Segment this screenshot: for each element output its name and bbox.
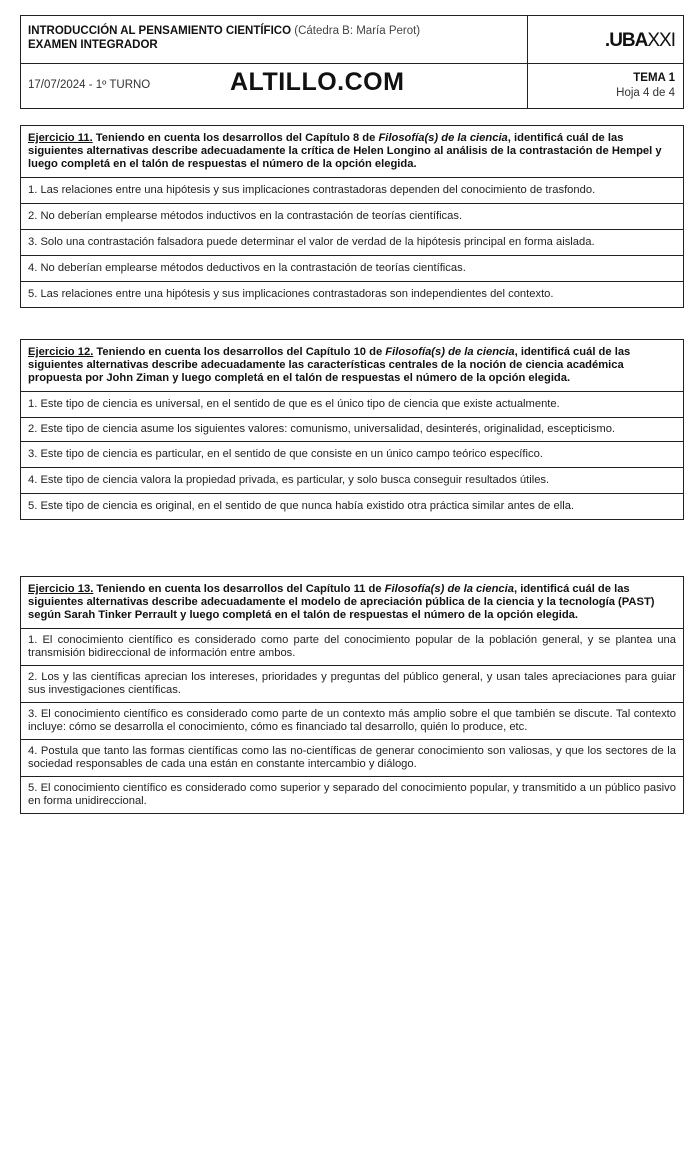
exercise-number: Ejercicio 11. <box>28 132 93 144</box>
option-item: 3. Solo una contrastación falsadora puede determinar el valor de verdad de la hipótesis principal en forma aislada. <box>21 230 683 256</box>
exercise-prompt <box>21 126 683 178</box>
logo-main: .UBA <box>604 30 648 51</box>
book-title: Filosofía(s) de la ciencia <box>378 132 508 144</box>
option-item: 2. Este tipo de ciencia asume los siguientes valores: comunismo, universalidad, desinterés, originalidad, escepticismo. <box>21 418 683 442</box>
option-item: 1. Las relaciones entre una hipótesis y sus implicaciones contrastadoras dependen del conocimiento de trasfondo. <box>21 178 683 204</box>
exercise-13 <box>20 576 684 814</box>
option-item: 2. Los y las científicas aprecian los intereses, prioridades y preguntas del público general, y usan tales apreciaciones para guiar sus investigaciones científicas. <box>21 666 683 703</box>
exercise-number: Ejercicio 12. <box>28 346 94 358</box>
exam-date: 17/07/2024 - 1º TURNO <box>28 79 151 91</box>
option-item: 2. No deberían emplearse métodos inductivos en la contrastación de teorías científicas. <box>21 204 683 230</box>
exercise-11 <box>20 125 684 308</box>
course-chair: (Cátedra B: María Perot) <box>294 25 421 37</box>
prompt-text-b: , identificá cuál de las siguientes alternativas describe adecuadamente el modelo de apreciación pública de la ciencia y la tecnología (PAST) según Sarah Tinker Perrault y luego completá en el talón de respuestas el número de la opción elegida. <box>28 583 655 621</box>
option-item: 4. No deberían emplearse métodos deductivos en la contrastación de teorías científicas. <box>21 256 683 282</box>
option-item: 3. Este tipo de ciencia es particular, en el sentido de que consiste en un único campo teórico específico. <box>21 442 683 468</box>
book-title: Filosofía(s) de la ciencia <box>385 346 515 358</box>
course-info <box>28 24 420 52</box>
tema-info <box>616 71 675 101</box>
option-item: 5. El conocimiento científico es considerado como superior y separado del conocimiento popular, y transmitido a un público pasivo en forma unidireccional. <box>28 782 676 807</box>
exercise-12 <box>20 339 684 520</box>
option-item: 4. Este tipo de ciencia valora la propiedad privada, es particular, y solo busca conseguir resultados útiles. <box>21 468 683 494</box>
header-divider <box>527 16 528 108</box>
option-item: 4. Postula que tanto las formas científicas como las no-científicas de generar conocimiento son valiosas, y que los sectores de la sociedad responsables de cada una están en constante intercambio y diálogo. <box>21 740 683 777</box>
prompt-text-a: Teniendo en cuenta los desarrollos del Capítulo 10 de <box>96 346 386 358</box>
exercise-number: Ejercicio 13. <box>28 583 94 595</box>
prompt-text-b: , identificá cuál de las siguientes alternativas describe adecuadamente las características centrales de la noción de ciencia académica propuesta por John Ziman y luego completá en el talón de respuestas el número de la opción elegida. <box>28 346 631 384</box>
header-top-row <box>21 16 683 64</box>
exercise-prompt <box>21 577 683 629</box>
uba-xxi-logo <box>605 30 675 52</box>
header-bottom-row <box>21 63 683 109</box>
course-title: INTRODUCCIÓN AL PENSAMIENTO CIENTÍFICO <box>28 25 292 37</box>
option-item: 1. El conocimiento científico es considerado como parte del conocimiento popular de la población general, y se plantea una transmisión bidireccional de información entre ambos. <box>21 629 683 666</box>
exercise-prompt <box>21 340 683 392</box>
prompt-text-b: , identificá cuál de las siguientes alternativas describe adecuadamente la crítica de Helen Longino al análisis de la contrastación de Hempel y luego completá en el talón de respuestas el número de la opción elegida. <box>28 132 662 170</box>
prompt-text-a: Teniendo en cuenta los desarrollos del Capítulo 11 de <box>96 583 385 595</box>
option-item: 5. Las relaciones entre una hipótesis y sus implicaciones contrastadoras son independientes del contexto. <box>28 288 554 300</box>
option-item: 1. Este tipo de ciencia es universal, en el sentido de que es el único tipo de ciencia que existe actualmente. <box>21 392 683 418</box>
page-indicator: Hoja 4 de 4 <box>616 87 675 99</box>
exam-header <box>20 15 684 109</box>
exam-type: EXAMEN INTEGRADOR <box>28 39 158 51</box>
prompt-text-a: Teniendo en cuenta los desarrollos del Capítulo 8 de <box>95 132 379 144</box>
tema-label: TEMA 1 <box>633 72 675 84</box>
logo-suffix: XXI <box>647 30 675 51</box>
site-watermark: ALTILLO.COM <box>230 68 405 96</box>
option-item: 5. Este tipo de ciencia es original, en el sentido de que nunca había existido otra práctica similar antes de ella. <box>28 500 575 512</box>
book-title: Filosofía(s) de la ciencia <box>384 583 514 595</box>
option-item: 3. El conocimiento científico es considerado como parte de un contexto más amplio sobre el que también se discute. Tal contexto incluye: cómo se desarrolla el conocimiento, cómo es financiado tal desarrollo, quién lo produce, etc. <box>21 703 683 740</box>
